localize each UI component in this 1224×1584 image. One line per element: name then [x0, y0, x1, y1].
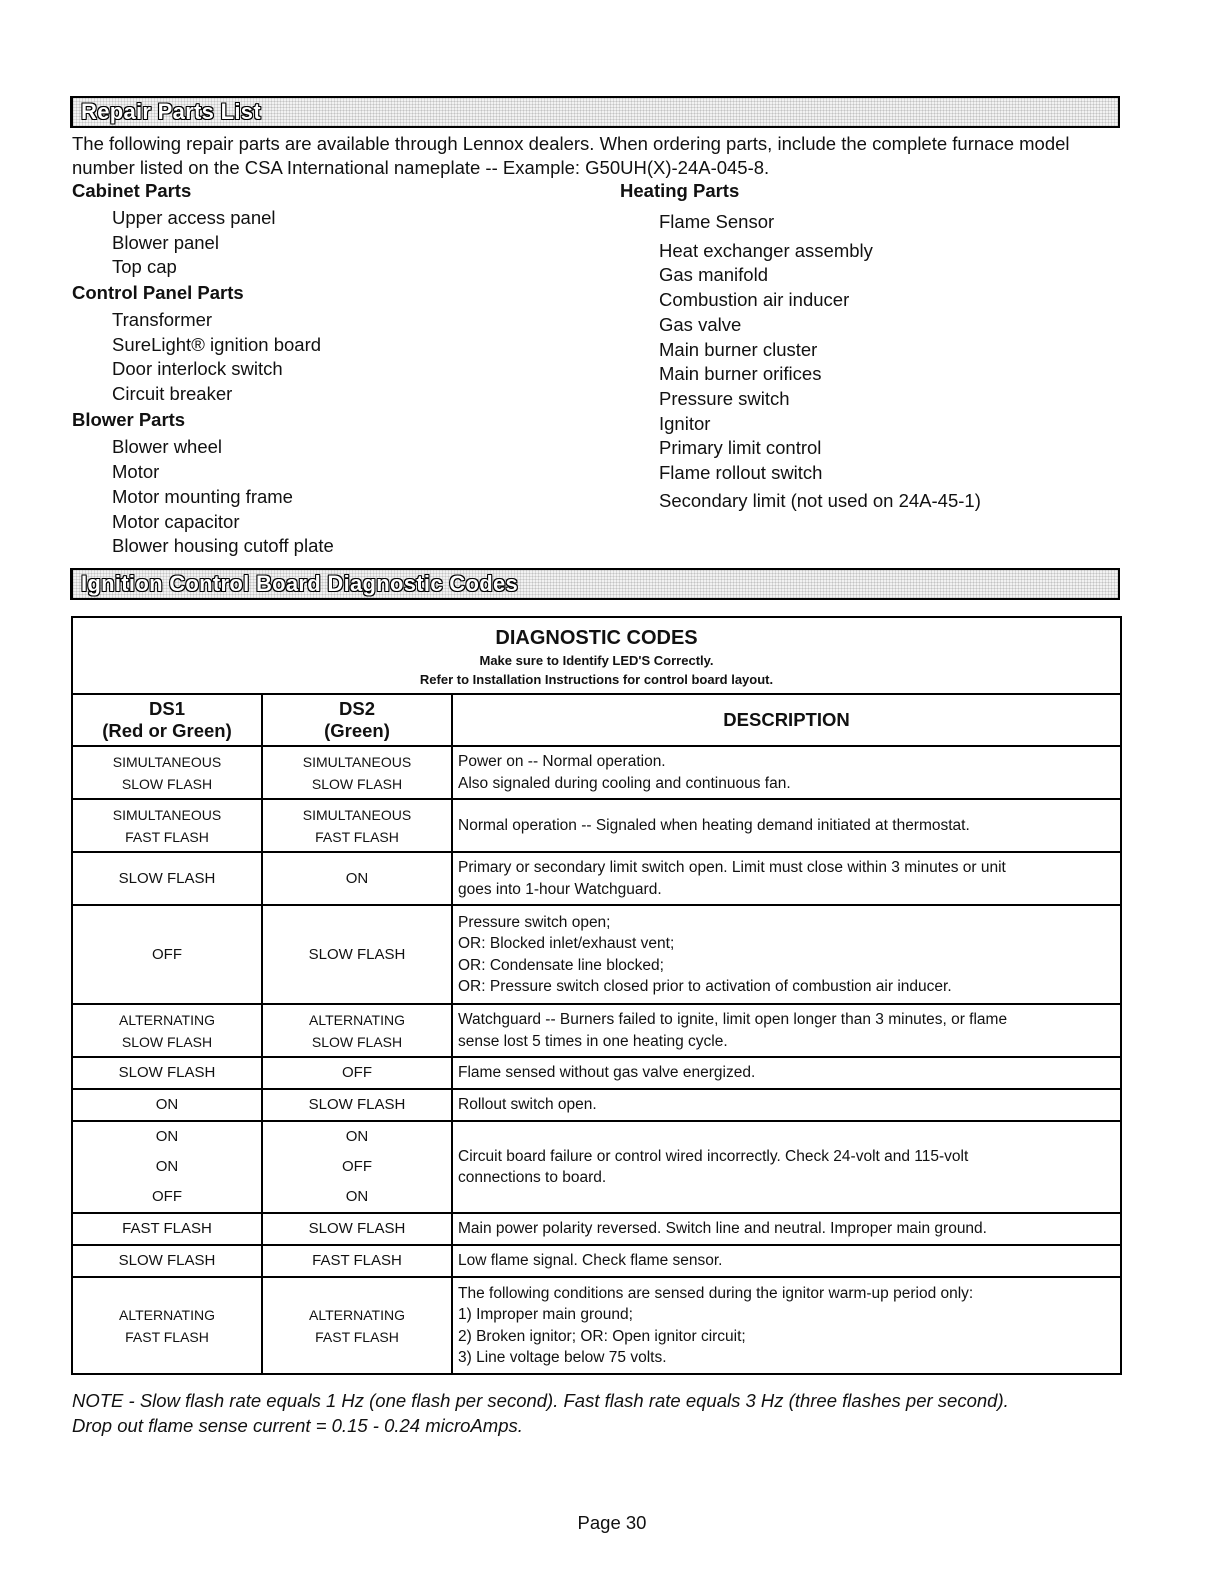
- ds1-cell: SLOW FLASH: [121, 1033, 213, 1050]
- ds1-cell: FAST FLASH: [122, 1220, 212, 1237]
- part-item: Motor mounting frame: [112, 486, 293, 507]
- ds2-cell: ALTERNATING: [309, 1011, 405, 1028]
- part-item: Blower housing cutoff plate: [112, 535, 334, 556]
- table-row: [72, 746, 1121, 799]
- description-cell: Power on -- Normal operation.: [458, 753, 666, 770]
- description-cell: The following conditions are sensed during the ignitor warm-up period only:: [458, 1284, 974, 1302]
- col-header-ds1: [72, 694, 262, 746]
- description-cell: connections to board.: [458, 1169, 607, 1186]
- col-header-line: DS1: [149, 698, 185, 719]
- repair-parts-heading: Repair Parts List: [81, 99, 261, 124]
- col-header-line: DS2: [339, 698, 375, 719]
- ds2-cell: SLOW FLASH: [308, 1096, 406, 1113]
- ds1-cell: SLOW FLASH: [118, 1252, 216, 1269]
- ds2-cell: ON: [345, 1128, 369, 1145]
- description-cell: Circuit board failure or control wired incorrectly. Check 24-volt and 115-volt: [458, 1147, 969, 1165]
- ds1-cell: ALTERNATING: [119, 1306, 215, 1323]
- ds1-cell: ON: [155, 1158, 179, 1175]
- description-cell: Pressure switch open;: [458, 913, 611, 931]
- table-title: DIAGNOSTIC CODES: [495, 626, 698, 649]
- ds2-cell: SIMULTANEOUS: [302, 753, 412, 770]
- col-header-description: DESCRIPTION: [452, 694, 1121, 746]
- ds2-cell: SLOW FLASH: [308, 945, 406, 963]
- ds2-cell: FAST FLASH: [315, 828, 399, 845]
- description-cell: OR: Blocked inlet/exhaust vent;: [458, 935, 675, 952]
- ds1-cell: FAST FLASH: [125, 1328, 209, 1345]
- description-cell: OR: Pressure switch closed prior to activation of combustion air inducer.: [458, 978, 952, 995]
- part-item: Combustion air inducer: [659, 289, 850, 310]
- control-panel-parts-title: Control Panel Parts: [72, 282, 244, 303]
- table-row: [72, 852, 1121, 905]
- blower-parts-title: Blower Parts: [72, 409, 186, 430]
- repair-intro: [72, 132, 1132, 180]
- ds1-cell: ON: [155, 1128, 179, 1145]
- description-cell: goes into 1-hour Watchguard.: [458, 880, 662, 898]
- ds2-cell: SLOW FLASH: [308, 1220, 406, 1237]
- table-row: [72, 1089, 1121, 1121]
- part-item: Flame Sensor: [659, 211, 775, 232]
- table-row: [72, 1245, 1121, 1277]
- ds2-cell: OFF: [342, 1158, 372, 1175]
- intro-line: number listed on the CSA International nameplate -- Example: G50UH(X)-24A-045-8.: [72, 157, 770, 178]
- ds2-cell: ON: [345, 869, 369, 887]
- ds1-cell: SIMULTANEOUS: [112, 806, 222, 823]
- part-item: Upper access panel: [112, 207, 276, 228]
- part-item: Main burner cluster: [659, 339, 818, 360]
- page-number: Page 30: [577, 1512, 647, 1533]
- description-cell: Primary or secondary limit switch open. Limit must close within 3 minutes or unit: [458, 859, 1006, 876]
- description-cell: 2) Broken ignitor; OR: Open ignitor circuit;: [458, 1327, 746, 1345]
- table-row: [72, 799, 1121, 852]
- ds2-cell: ALTERNATING: [309, 1306, 405, 1323]
- ds2-cell: FAST FLASH: [312, 1252, 402, 1269]
- part-item: Gas manifold: [659, 264, 768, 285]
- diagnostic-codes-banner: [70, 568, 1120, 600]
- col-header-line: (Red or Green): [102, 720, 232, 741]
- description-cell: Also signaled during cooling and continuous fan.: [458, 774, 791, 792]
- part-item: Ignitor: [659, 413, 711, 434]
- table-row: [72, 1213, 1121, 1245]
- table-row: [72, 1121, 1121, 1213]
- part-item: Pressure switch: [659, 388, 790, 409]
- ds2-cell: SIMULTANEOUS: [302, 806, 412, 823]
- part-item: Motor: [112, 461, 160, 482]
- description-cell: Watchguard -- Burners failed to ignite, limit open longer than 3 minutes, or flame: [458, 1011, 1008, 1028]
- description-cell: Flame sensed without gas valve energized.: [458, 1064, 756, 1082]
- description-cell: OR: Condensate line blocked;: [458, 956, 664, 974]
- part-item: Motor capacitor: [112, 511, 240, 532]
- ds2-cell: SLOW FLASH: [311, 775, 403, 792]
- ds1-cell: SLOW FLASH: [118, 869, 216, 887]
- table-row: [72, 905, 1121, 1004]
- description-cell: Low flame signal. Check flame sensor.: [458, 1252, 723, 1270]
- ds2-cell: OFF: [342, 1064, 372, 1081]
- description-cell: 3) Line voltage below 75 volts.: [458, 1349, 667, 1366]
- cabinet-parts-title: Cabinet Parts: [72, 180, 192, 201]
- part-item: SureLight® ignition board: [112, 334, 322, 355]
- ds2-cell: SLOW FLASH: [311, 1033, 403, 1050]
- heating-parts-title: Heating Parts: [620, 180, 740, 201]
- ds1-cell: ALTERNATING: [119, 1011, 215, 1028]
- note-line: NOTE - Slow flash rate equals 1 Hz (one flash per second). Fast flash rate equals 3 Hz (three flashes per second).: [72, 1390, 1009, 1411]
- repair-parts-banner: [70, 96, 1120, 128]
- part-item: Circuit breaker: [112, 383, 233, 404]
- ds1-cell: SLOW FLASH: [118, 1064, 216, 1081]
- description-cell: sense lost 5 times in one heating cycle.: [458, 1032, 728, 1050]
- diagnostic-codes-table: [71, 616, 1122, 1375]
- ds1-cell: OFF: [152, 945, 182, 963]
- note-line: Drop out flame sense current = 0.15 - 0.24 microAmps.: [72, 1415, 523, 1436]
- description-cell: Normal operation -- Signaled when heating demand initiated at thermostat.: [458, 816, 970, 834]
- table-row: [72, 1004, 1121, 1057]
- table-subtitle: Make sure to Identify LED'S Correctly.: [479, 652, 714, 668]
- intro-line: The following repair parts are available through Lennox dealers. When ordering parts, include the complete furnace model: [72, 133, 1070, 154]
- part-item: Primary limit control: [659, 437, 822, 458]
- ds1-cell: OFF: [152, 1188, 182, 1205]
- part-item: Transformer: [112, 309, 213, 330]
- ds1-cell: SIMULTANEOUS: [112, 753, 222, 770]
- table-caption: [72, 617, 1121, 694]
- ds1-cell: ON: [155, 1096, 179, 1113]
- part-item: Main burner orifices: [659, 363, 822, 384]
- ds1-cell: FAST FLASH: [125, 828, 209, 845]
- part-item: Flame rollout switch: [659, 462, 823, 483]
- description-cell: 1) Improper main ground;: [458, 1306, 633, 1323]
- part-item: Blower panel: [112, 232, 219, 253]
- part-item: Gas valve: [659, 314, 742, 335]
- part-item: Secondary limit (not used on 24A-45-1): [659, 490, 981, 511]
- table-row: [72, 1277, 1121, 1374]
- part-item: Heat exchanger assembly: [659, 240, 873, 261]
- ds2-cell: FAST FLASH: [315, 1328, 399, 1345]
- part-item: Blower wheel: [112, 436, 223, 457]
- flash-rate-note: [72, 1388, 1009, 1438]
- col-header-line: (Green): [324, 720, 390, 741]
- description-cell: Main power polarity reversed. Switch line and neutral. Improper main ground.: [458, 1220, 987, 1238]
- col-header-ds2: [262, 694, 452, 746]
- diagnostic-codes-heading: Ignition Control Board Diagnostic Codes: [81, 571, 519, 596]
- part-item: Door interlock switch: [112, 358, 283, 379]
- ds2-cell: ON: [345, 1188, 369, 1205]
- table-subtitle: Refer to Installation Instructions for control board layout.: [419, 671, 774, 687]
- ds1-cell: SLOW FLASH: [121, 775, 213, 792]
- part-item: Top cap: [112, 256, 177, 277]
- table-row: [72, 1057, 1121, 1089]
- description-cell: Rollout switch open.: [458, 1096, 597, 1114]
